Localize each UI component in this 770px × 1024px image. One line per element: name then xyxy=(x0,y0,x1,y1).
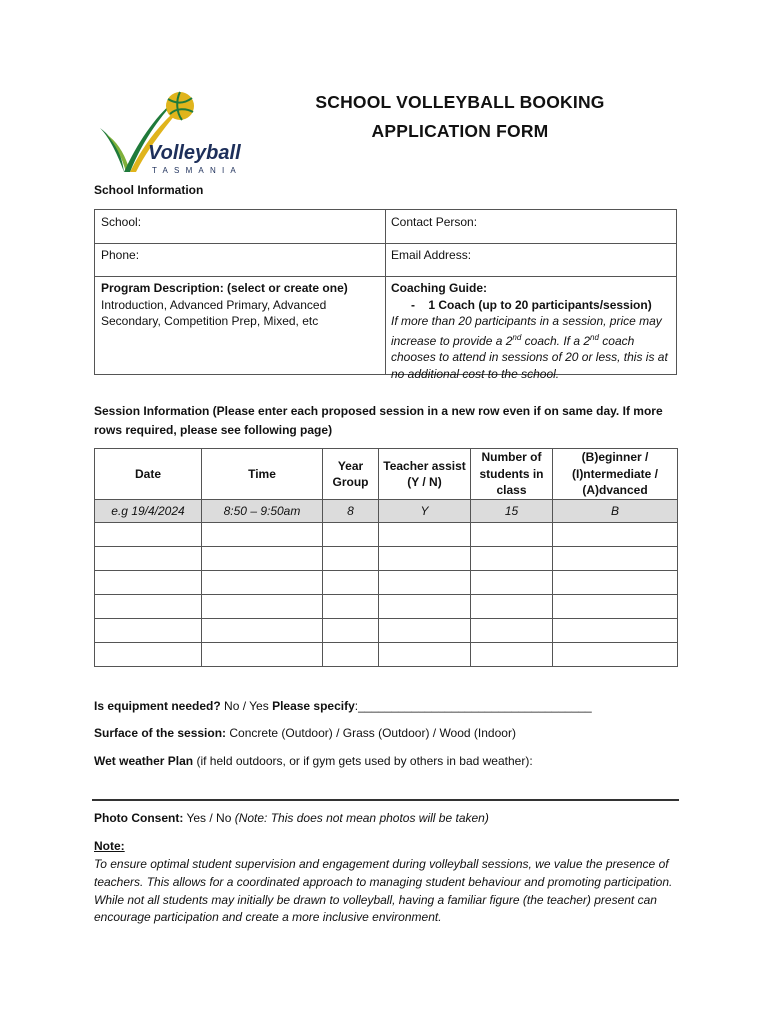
school-info-table xyxy=(94,209,677,381)
note-heading: Note: xyxy=(94,839,125,853)
program-label: Program Description: (select or create one) xyxy=(101,281,348,295)
program-description-field[interactable] xyxy=(95,276,385,374)
session-cell[interactable] xyxy=(471,619,553,643)
session-cell[interactable] xyxy=(379,547,471,571)
volleyball-tasmania-logo xyxy=(96,86,256,178)
session-cell[interactable] xyxy=(379,643,471,667)
session-cell[interactable] xyxy=(323,619,379,643)
session-cell[interactable] xyxy=(202,523,323,547)
example-time: 8:50 – 9:50am xyxy=(202,500,323,523)
session-cell[interactable] xyxy=(553,643,678,667)
session-cell[interactable] xyxy=(95,619,202,643)
session-cell[interactable] xyxy=(323,643,379,667)
session-cell[interactable] xyxy=(323,571,379,595)
col-header-num-students: Number of students in class xyxy=(471,449,553,500)
col-header-date: Date xyxy=(95,449,202,500)
session-cell[interactable] xyxy=(553,619,678,643)
session-cell[interactable] xyxy=(323,547,379,571)
session-cell[interactable] xyxy=(553,595,678,619)
example-date: e.g 19/4/2024 xyxy=(95,500,202,523)
session-row xyxy=(95,643,678,667)
photo-consent-label: Photo Consent: xyxy=(94,811,184,825)
equipment-options[interactable]: No / Yes xyxy=(220,699,273,713)
session-cell[interactable] xyxy=(379,595,471,619)
example-level: B xyxy=(553,500,678,523)
photo-consent-question xyxy=(94,811,489,825)
session-cell[interactable] xyxy=(471,571,553,595)
session-cell[interactable] xyxy=(379,571,471,595)
session-cell[interactable] xyxy=(323,523,379,547)
example-teacher-assist: Y xyxy=(379,500,471,523)
coaching-guide-label: Coaching Guide: xyxy=(391,281,487,295)
photo-consent-options[interactable]: Yes / No xyxy=(183,811,235,825)
surface-label: Surface of the session: xyxy=(94,726,227,740)
email-field[interactable] xyxy=(385,243,676,276)
session-row xyxy=(95,547,678,571)
note-body: To ensure optimal student supervision and engagement during volleyball sessions, we value the presence of teachers. This allows for a coordinated approach to managing student behaviour and promoting participation. While not all students may initially be drawn to volleyball, having a familiar figure (the teacher) present can encourage participation and create a more inclusive environment. xyxy=(94,857,673,925)
session-cell[interactable] xyxy=(202,619,323,643)
coaching-guide-bullet: - 1 Coach (up to 20 participants/session) xyxy=(411,297,652,312)
coaching-guide xyxy=(385,276,676,381)
col-header-teacher-assist: Teacher assist (Y / N) xyxy=(379,449,471,500)
col-header-level: (B)eginner / (I)ntermediate / (A)dvanced xyxy=(553,449,678,500)
surface-options[interactable]: Concrete (Outdoor) / Grass (Outdoor) / Wood (Indoor) xyxy=(226,726,516,740)
session-cell[interactable] xyxy=(471,595,553,619)
session-cell[interactable] xyxy=(379,619,471,643)
session-cell[interactable] xyxy=(95,643,202,667)
phone-label: Phone: xyxy=(101,248,140,262)
wet-weather-answer-line[interactable] xyxy=(92,799,679,801)
school-field[interactable] xyxy=(95,210,385,243)
title-line-1: SCHOOL VOLLEYBALL BOOKING xyxy=(315,92,605,112)
wet-weather-question xyxy=(94,754,533,768)
title-line-2: APPLICATION FORM xyxy=(371,121,549,141)
photo-consent-note: (Note: This does not mean photos will be taken) xyxy=(234,811,489,825)
phone-field[interactable] xyxy=(95,243,385,276)
equipment-specify-label: Please specify xyxy=(272,699,355,713)
session-cell[interactable] xyxy=(323,595,379,619)
page-title xyxy=(290,88,630,146)
col-header-year-group: Year Group xyxy=(323,449,379,500)
surface-question xyxy=(94,726,516,740)
contact-person-label: Contact Person: xyxy=(391,215,478,229)
session-cell[interactable] xyxy=(202,595,323,619)
example-year-group: 8 xyxy=(323,500,379,523)
session-cell[interactable] xyxy=(202,643,323,667)
session-cell[interactable] xyxy=(471,547,553,571)
school-info-label: School Information xyxy=(94,183,204,197)
equipment-question xyxy=(94,699,592,713)
session-cell[interactable] xyxy=(471,523,553,547)
session-cell[interactable] xyxy=(553,571,678,595)
email-label: Email Address: xyxy=(391,248,472,262)
col-header-time: Time xyxy=(202,449,323,500)
logo-wordmark: Volleyball xyxy=(148,142,241,164)
program-options: Introduction, Advanced Primary, Advanced Secondary, Competition Prep, Mixed, etc xyxy=(101,297,327,328)
school-label: School: xyxy=(101,215,142,229)
logo-subtext: TASMANIA xyxy=(152,166,242,175)
session-cell[interactable] xyxy=(379,523,471,547)
session-table xyxy=(94,448,678,667)
session-row xyxy=(95,595,678,619)
session-cell[interactable] xyxy=(95,595,202,619)
example-row xyxy=(95,500,678,523)
example-num-students: 15 xyxy=(471,500,553,523)
session-cell[interactable] xyxy=(553,523,678,547)
wet-weather-text: (if held outdoors, or if gym gets used by others in bad weather): xyxy=(193,754,533,768)
coaching-guide-note: If more than 20 participants in a session, price may increase to provide a 2nd coach. If a 2nd coach chooses to attend in sessions of 20 or less, this is at no additional cost to the school. xyxy=(391,314,668,381)
session-table-header xyxy=(95,449,678,500)
session-row xyxy=(95,523,678,547)
session-cell[interactable] xyxy=(553,547,678,571)
session-cell[interactable] xyxy=(202,547,323,571)
wet-weather-label: Wet weather Plan xyxy=(94,754,194,768)
equipment-label: Is equipment needed? xyxy=(94,699,221,713)
session-cell[interactable] xyxy=(471,643,553,667)
session-row xyxy=(95,619,678,643)
session-row xyxy=(95,571,678,595)
contact-person-field[interactable] xyxy=(385,210,676,243)
session-info-intro: Session Information (Please enter each proposed session in a new row even if on same day. If more rows required, please see following page) xyxy=(94,404,663,437)
session-cell[interactable] xyxy=(95,523,202,547)
session-cell[interactable] xyxy=(202,571,323,595)
equipment-specify-field[interactable]: :___________________________________ xyxy=(354,699,592,713)
session-cell[interactable] xyxy=(95,547,202,571)
session-cell[interactable] xyxy=(95,571,202,595)
